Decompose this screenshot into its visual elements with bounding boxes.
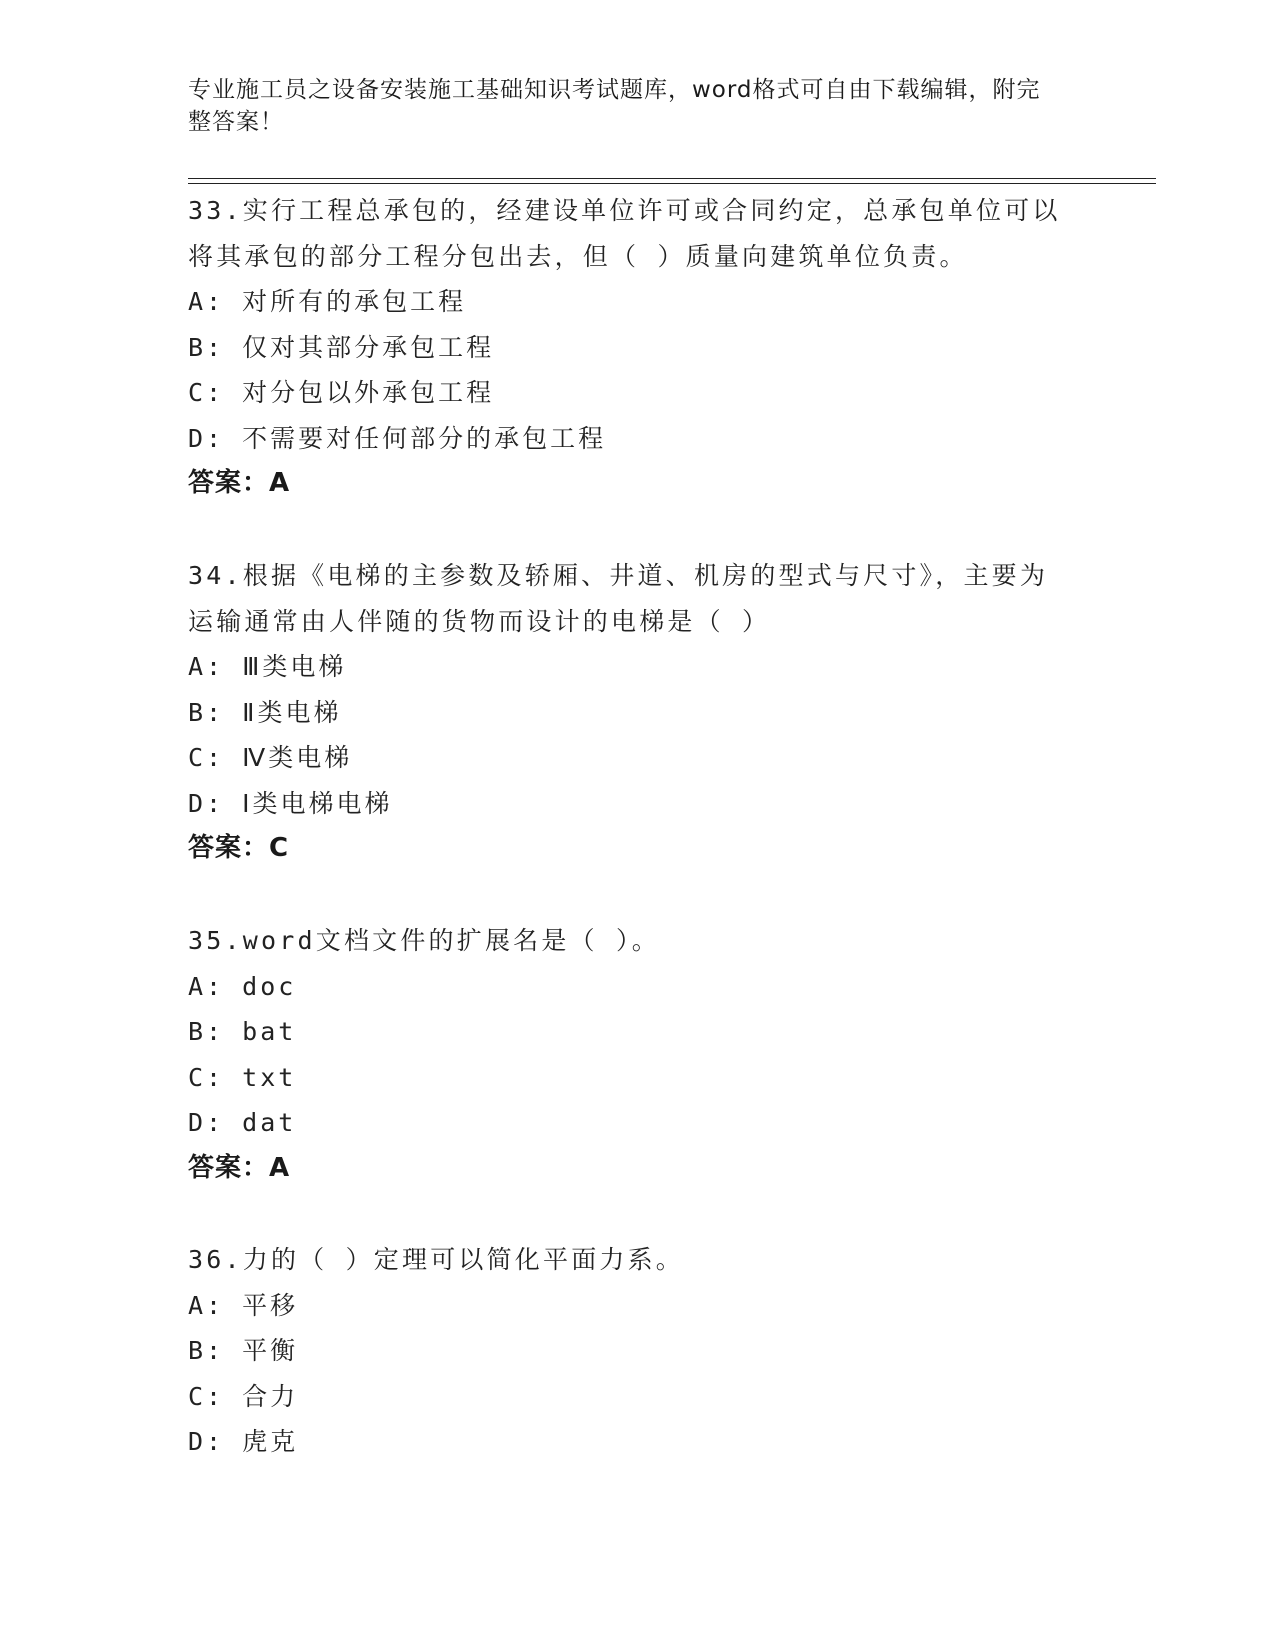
question-stem: [188, 553, 1078, 644]
option-d: D: 不需要对任何部分的承包工程: [188, 423, 607, 453]
question-35: [188, 918, 1078, 1191]
option-c: C: 对分包以外承包工程: [188, 378, 495, 407]
question-34: [188, 553, 1078, 872]
option-d: D: Ⅰ类电梯电梯: [188, 788, 393, 818]
header-divider-bottom: [188, 183, 1156, 184]
question-stem: [188, 188, 1078, 279]
answer: 答案：A: [188, 468, 291, 498]
document-header: [188, 74, 1078, 138]
option-a: A: Ⅲ类电梯: [188, 652, 347, 681]
question-stem-line: 运输通常由人伴随的货物而设计的电梯是（ ）: [188, 606, 771, 636]
option-d: D: 虎克: [188, 1427, 299, 1456]
option-d: D: dat: [188, 1108, 297, 1137]
option-c: C: txt: [188, 1062, 297, 1092]
option-c: C: Ⅳ类电梯: [188, 743, 353, 772]
option-b: B: 仅对其部分承包工程: [188, 332, 495, 362]
option-b: B: 平衡: [188, 1336, 299, 1365]
option-b: B: bat: [188, 1017, 297, 1046]
option-a: A: 对所有的承包工程: [188, 287, 467, 316]
question-stem-line: 36.力的（ ）定理可以简化平面力系。: [188, 1245, 685, 1274]
answer: 答案：A: [188, 1152, 291, 1183]
header-line-2: 整答案！: [188, 109, 284, 135]
answer: 答案：C: [188, 833, 290, 863]
option-a: A: doc: [188, 971, 297, 1001]
header-divider-top: [188, 178, 1156, 179]
question-stem-line: 34.根据《电梯的主参数及轿厢、井道、机房的型式与尺寸》，主要为: [188, 561, 1049, 590]
question-33: [188, 188, 1078, 507]
question-stem-line: 33.实行工程总承包的，经建设单位许可或合同约定，总承包单位可以: [188, 196, 1061, 225]
question-36: [188, 1237, 1078, 1465]
option-c: C: 合力: [188, 1381, 299, 1411]
header-line-1: 专业施工员之设备安装施工基础知识考试题库，word格式可自由下载编辑，附完: [188, 77, 1041, 103]
option-b: B: Ⅱ类电梯: [188, 697, 342, 727]
question-stem: [188, 918, 1078, 964]
question-stem-line: 35.word文档文件的扩展名是（ ）。: [188, 926, 660, 955]
question-stem: [188, 1237, 1078, 1283]
option-a: A: 平移: [188, 1290, 299, 1320]
question-stem-line: 将其承包的部分工程分包出去，但（ ）质量向建筑单位负责。: [188, 241, 968, 271]
